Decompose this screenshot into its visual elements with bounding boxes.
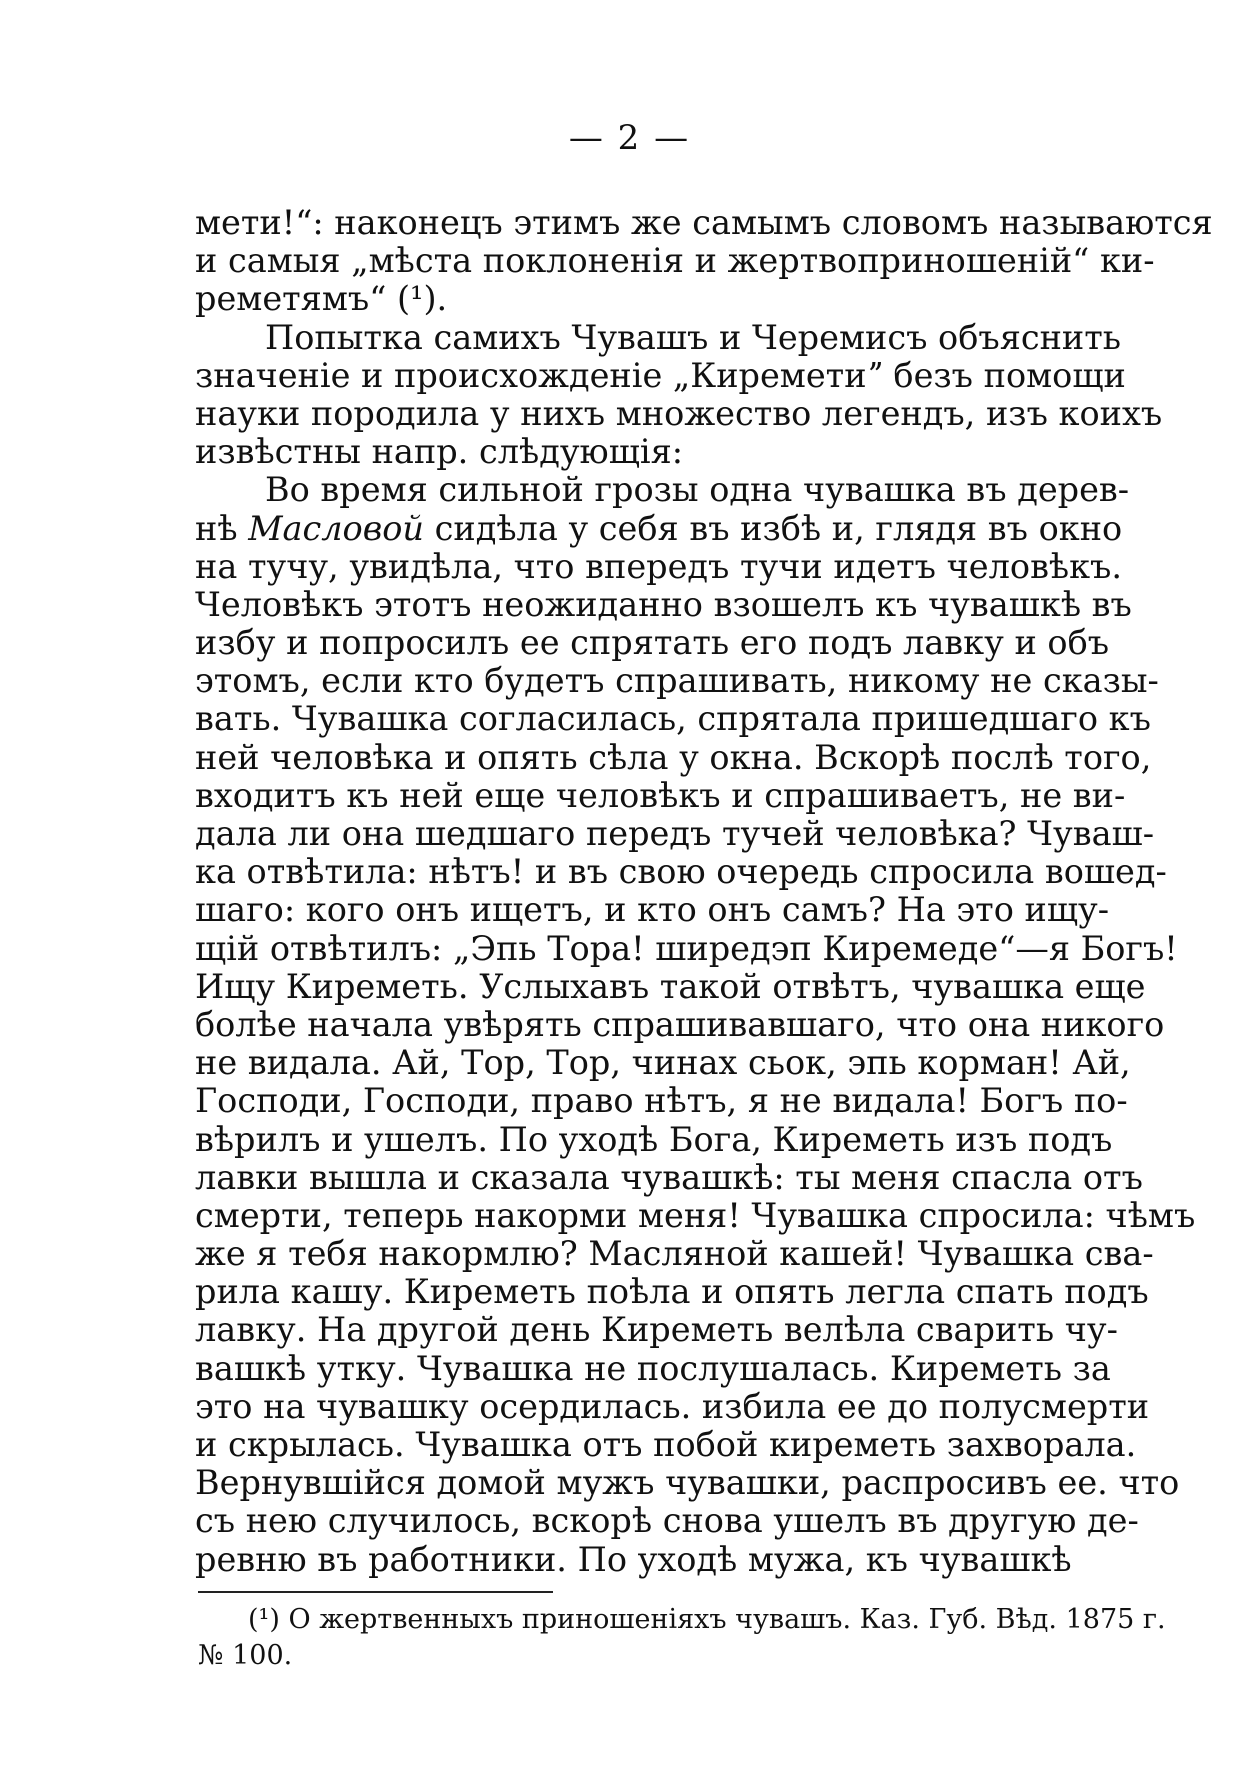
text-line: вашкѣ утку. Чувашка не послушалась. Киреметь за bbox=[195, 1348, 1111, 1388]
footnote-line: № 100. bbox=[198, 1640, 293, 1671]
text-line: Вернувшійся домой мужъ чувашки, распросивъ ее. что bbox=[195, 1463, 1180, 1503]
text-line: избу и попросилъ ее спрятать его подъ лавку и объ bbox=[195, 623, 1110, 663]
text-line: вать. Чувашка согласилась, спрятала пришедшаго къ bbox=[195, 699, 1151, 739]
text-line: мети!“: наконецъ этимъ же самымъ словомъ называются bbox=[195, 203, 1213, 242]
text-line: болѣе начала увѣрять спрашивавшаго, что она никого bbox=[195, 1004, 1165, 1044]
footnote bbox=[198, 1602, 1166, 1674]
text-line: и скрылась. Чувашка отъ побой киреметь захворала. bbox=[195, 1425, 1137, 1464]
text-line: рила кашу. Киреметь поѣла и опять легла спать подъ bbox=[195, 1272, 1149, 1312]
text-line: вѣрилъ и ушелъ. По уходѣ Бога, Киреметь изъ подъ bbox=[195, 1119, 1113, 1159]
text-line: Попытка самихъ Чувашъ и Черемисъ объяснить bbox=[265, 317, 1122, 357]
text-line: нѣ Масловой сидѣла у себя въ избѣ и, глядя въ окно bbox=[195, 508, 1123, 548]
text-line: лавку. На другой день Киреметь велѣла сварить чу- bbox=[195, 1310, 1118, 1350]
text-line: щій отвѣтилъ: „Эпь Тора! ширедэп Киремеде“—я Богъ! bbox=[195, 928, 1178, 968]
text-line: Ищу Киреметь. Услыхавъ такой отвѣтъ, чувашка еще bbox=[195, 966, 1146, 1006]
text-line: это на чувашку осердилась. избила ее до полусмерти bbox=[195, 1386, 1150, 1426]
text-line: и самыя „мѣста поклоненія и жертвоприношеній“ ки- bbox=[195, 241, 1155, 281]
text-line: дала ли она шедшаго передъ тучей человѣка? Чуваш- bbox=[195, 814, 1155, 853]
footnote-divider bbox=[198, 1591, 553, 1593]
text-line: реметямъ“ (¹). bbox=[195, 279, 448, 319]
text-line: входитъ къ ней еще человѣкъ и спрашиваетъ, не ви- bbox=[195, 775, 1126, 815]
text-line: ней человѣка и опять сѣла у окна. Вскорѣ послѣ того, bbox=[195, 737, 1152, 777]
text-line: съ нею случилось, вскорѣ снова ушелъ въ другую де- bbox=[195, 1501, 1139, 1541]
text-line: Во время сильной грозы одна чувашка въ дерев- bbox=[265, 470, 1130, 510]
text-line: этомъ, если кто будетъ спрашивать, никому не сказы- bbox=[195, 661, 1159, 701]
italic-place-name: Масловой bbox=[248, 508, 424, 548]
text-line: Человѣкъ этотъ неожиданно взошелъ къ чувашкѣ въ bbox=[195, 584, 1132, 624]
text-line: лавки вышла и сказала чувашкѣ: ты меня спасла отъ bbox=[195, 1157, 1143, 1197]
text-line: Господи, Господи, право нѣтъ, я не видала! Богъ по- bbox=[195, 1081, 1128, 1121]
page-number: — 2 — bbox=[568, 118, 691, 158]
text-line: на тучу, увидѣла, что впередъ тучи идетъ человѣкъ. bbox=[195, 546, 1123, 586]
text-line: ка отвѣтила: нѣтъ! и въ свою очередь спросила вошед- bbox=[195, 852, 1167, 892]
text-line: извѣстны напр. слѣдующія: bbox=[195, 432, 683, 472]
footnote-line: (¹) О жертвенныхъ приношеніяхъ чувашъ. Каз. Губ. Вѣд. 1875 г. bbox=[248, 1604, 1166, 1635]
body-text bbox=[195, 203, 1213, 1579]
text-line: же я тебя накормлю? Масляной кашей! Чувашка сва- bbox=[195, 1234, 1154, 1274]
text-line: ревню въ работники. По уходѣ мужа, къ чувашкѣ bbox=[195, 1539, 1072, 1579]
text-line: науки породила у нихъ множество легендъ, изъ коихъ bbox=[195, 393, 1163, 433]
text-line: смерти, теперь накорми меня! Чувашка спросила: чѣмъ bbox=[195, 1195, 1196, 1235]
text-line: значеніе и происхожденіе „Киреметиˮ безъ помощи bbox=[195, 355, 1126, 395]
text-line: не видала. Ай, Тор, Тор, чинах сьок, эпь корман! Ай, bbox=[195, 1043, 1131, 1083]
text-line: шаго: кого онъ ищетъ, и кто онъ самъ? На это ищу- bbox=[195, 890, 1110, 930]
